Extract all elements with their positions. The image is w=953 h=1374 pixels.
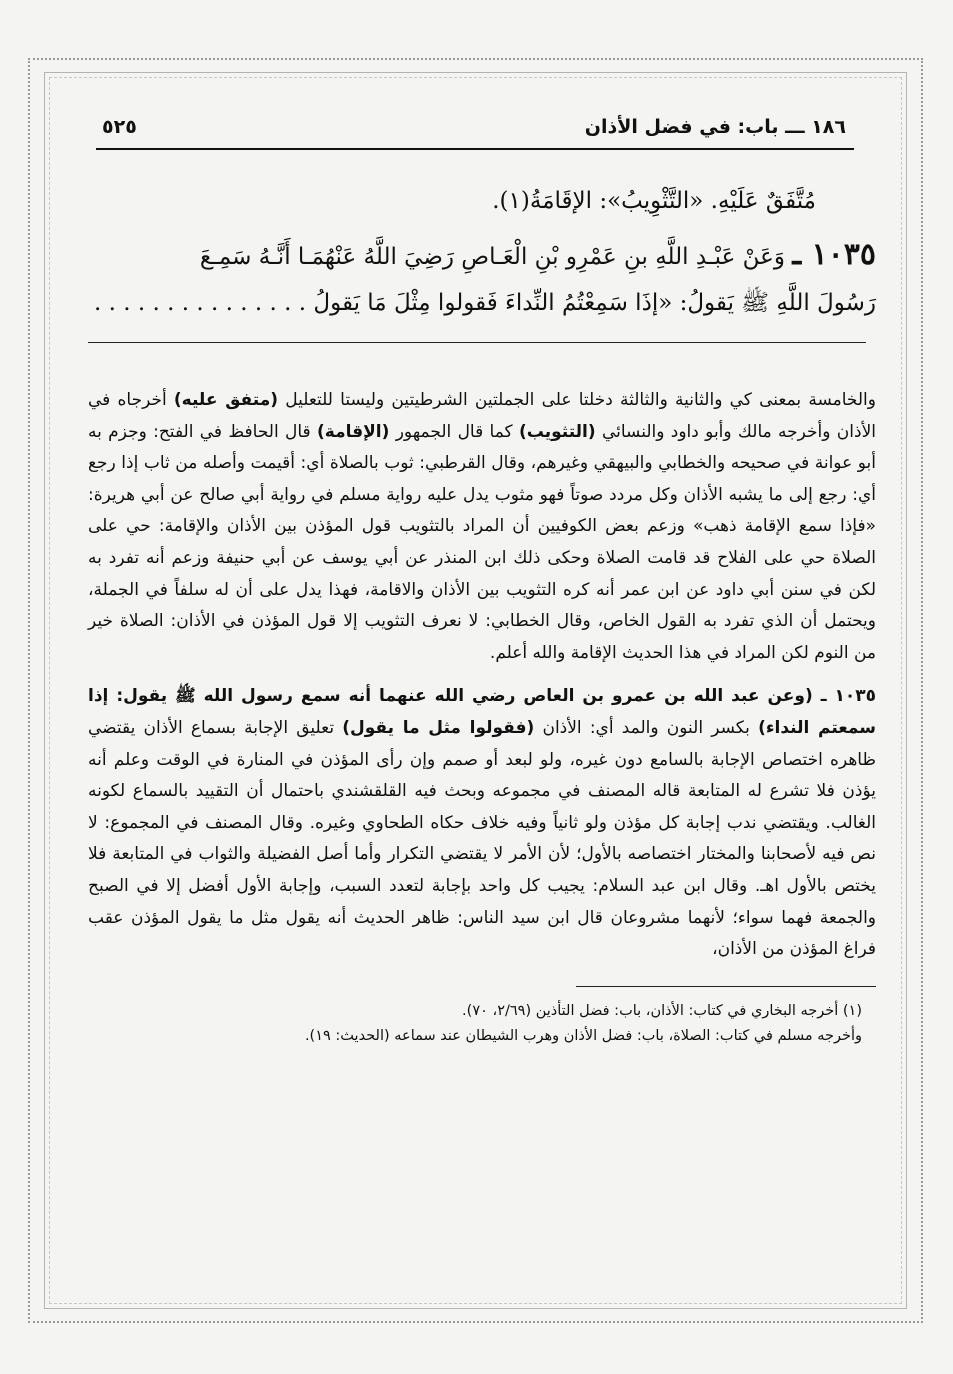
commentary-paragraph-2 — [88, 681, 876, 965]
commentary-text: قال الحافظ في الفتح: وجزم به أبو عوانة في صحيحه والخطابي والبيهقي وغيرهم، وقال القرطبي: ثوب بالصلاة أي: أقيمت وأصله من ثاب إذا رجع أي: رجع إلى ما يشبه الأذان وكل مردد صوتاً فهو مثوب يدل عليه رواية مسلم في رواية أبي صالح عن أبي هريرة: «فإذا سمع الإقامة ذهب» وزعم بعض الكوفيين أن المراد بالتثويب قول المؤذن بين الأذان والإقامة: حي على الصلاة حي على الفلاح قد قامت الصلاة وحكى ذلك ابن المنذر عن أبي يوسف عن أبي حنيفة وزعم أنه تفرد به لكن في سنن أبي داود عن ابن عمر أنه كره التثويب بين الأذان والاقامة، فهذا يدل على أن له سلفاً في الجملة، ويحتمل أن الذي تفرد به القول الخاص، وقال الخطابي: لا نعرف التثويب إلا قول المؤذن في الأذان: الصلاة خير من النوم لكن المراد في هذا الحديث الإقامة والله أعلم. — [88, 421, 876, 663]
commentary-quote: (فقولوا مثل ما يقول) — [342, 717, 535, 738]
header-rule — [96, 148, 854, 150]
page-number: ٥٢٥ — [102, 116, 137, 138]
commentary-quote: (الإقامة) — [317, 421, 390, 442]
hadith-number: ١٠٣٥ ـ — [792, 237, 876, 272]
book-page — [88, 108, 876, 1298]
previous-hadith-ending: مُتَّفَقٌ عَلَيْهِ. «التَّثْوِيبُ»: الإقَامَةُ(١). — [492, 188, 816, 214]
section-separator — [88, 342, 866, 343]
hadith-text-line-2: رَسُولَ اللَّهِ ﷺ يَقولُ: «إذَا سَمِعْتُمُ النِّداءَ فَقولوا مِثْلَ مَا يَقولُ . . . . . . . . . . . . . . . — [94, 290, 876, 316]
footnote-rule — [576, 986, 876, 987]
commentary-quote: ١٠٣٥ ـ (وعن عبد الله بن عمرو بن العاص رضي الله عنهما أنه سمع رسول الله ﷺ يقول: إذا سمعتم النداء) — [88, 686, 876, 738]
hadith-text-line-1: وَعَنْ عَبْـدِ اللَّهِ بنِ عَمْرِو بْنِ الْعَـاصِ رَضِيَ اللَّهُ عَنْهُمَـا أَنَّـهُ سَمِـعَ — [199, 244, 785, 270]
commentary-paragraph-1 — [88, 385, 876, 669]
footnote-1: (١) أخرجه البخاري في كتاب: الأذان، باب: فضل التأذين (٢/٦٩، ٧٠). — [462, 1002, 862, 1019]
hadith-1035 — [88, 232, 876, 326]
footnotes — [88, 999, 876, 1049]
commentary-text: بكسر النون والمد أي: الأذان — [534, 717, 759, 738]
commentary-text: كما قال الجمهور — [389, 421, 519, 442]
hadith-line-1 — [88, 232, 876, 280]
commentary-text: تعليق الإجابة بسماع الأذان يقتضي ظاهره اختصاص الإجابة بالسامع دون غيره، ولو لبعد أو صمم وإن رأى المؤذن في المنارة في الوقت وعلم أنه يؤذن فلا تشرع له المتابعة قاله المصنف في مجموعه وبحث فيه القلقشندي باحتمال أن التقييد بالسماع لكونه الغالب. ويقتضي ندب إجابة كل مؤذن ولو ثانياً وفيه خلاف حكاه الطحاوي وغيره. وقال المصنف في المجموع: لا نص فيه لأصحابنا والمختار اختصاصه بالأول؛ لأن الأمر لا يقتضي التكرار وأما أصل الفضيلة والثواب في المتابعة فلا يختص بالأول اهـ. وقال ابن عبد السلام: يجيب كل واحد بإجابة لتعدد السبب، وإجابة الأول أفضل إلا في الصبح والجمعة فهما سواء؛ لأنهما مشروعان قال ابن سيد الناس: ظاهر الحديث أنه يقول مثل ما يقول المؤذن عقب فراغ المؤذن من الأذان، — [88, 717, 876, 960]
footnote-1-continued: وأخرجه مسلم في كتاب: الصلاة، باب: فضل الأذان وهرب الشيطان عند سماعه (الحديث: ١٩). — [304, 1027, 862, 1044]
chapter-title: ١٨٦ ـــ باب: في فضل الأذان — [584, 116, 846, 138]
commentary-text: والخامسة بمعنى كي والثانية والثالثة دخلتا على الجملتين الشرطيتين وليستا للتعليل — [278, 390, 876, 410]
running-header — [88, 116, 876, 138]
commentary — [88, 385, 876, 966]
commentary-quote: (التثويب) — [518, 421, 596, 442]
commentary-quote: (متفق عليه) — [173, 390, 278, 410]
commentary-text: أخرجاه في الأذان وأخرجه مالك وأبو داود والنسائي — [88, 390, 877, 442]
